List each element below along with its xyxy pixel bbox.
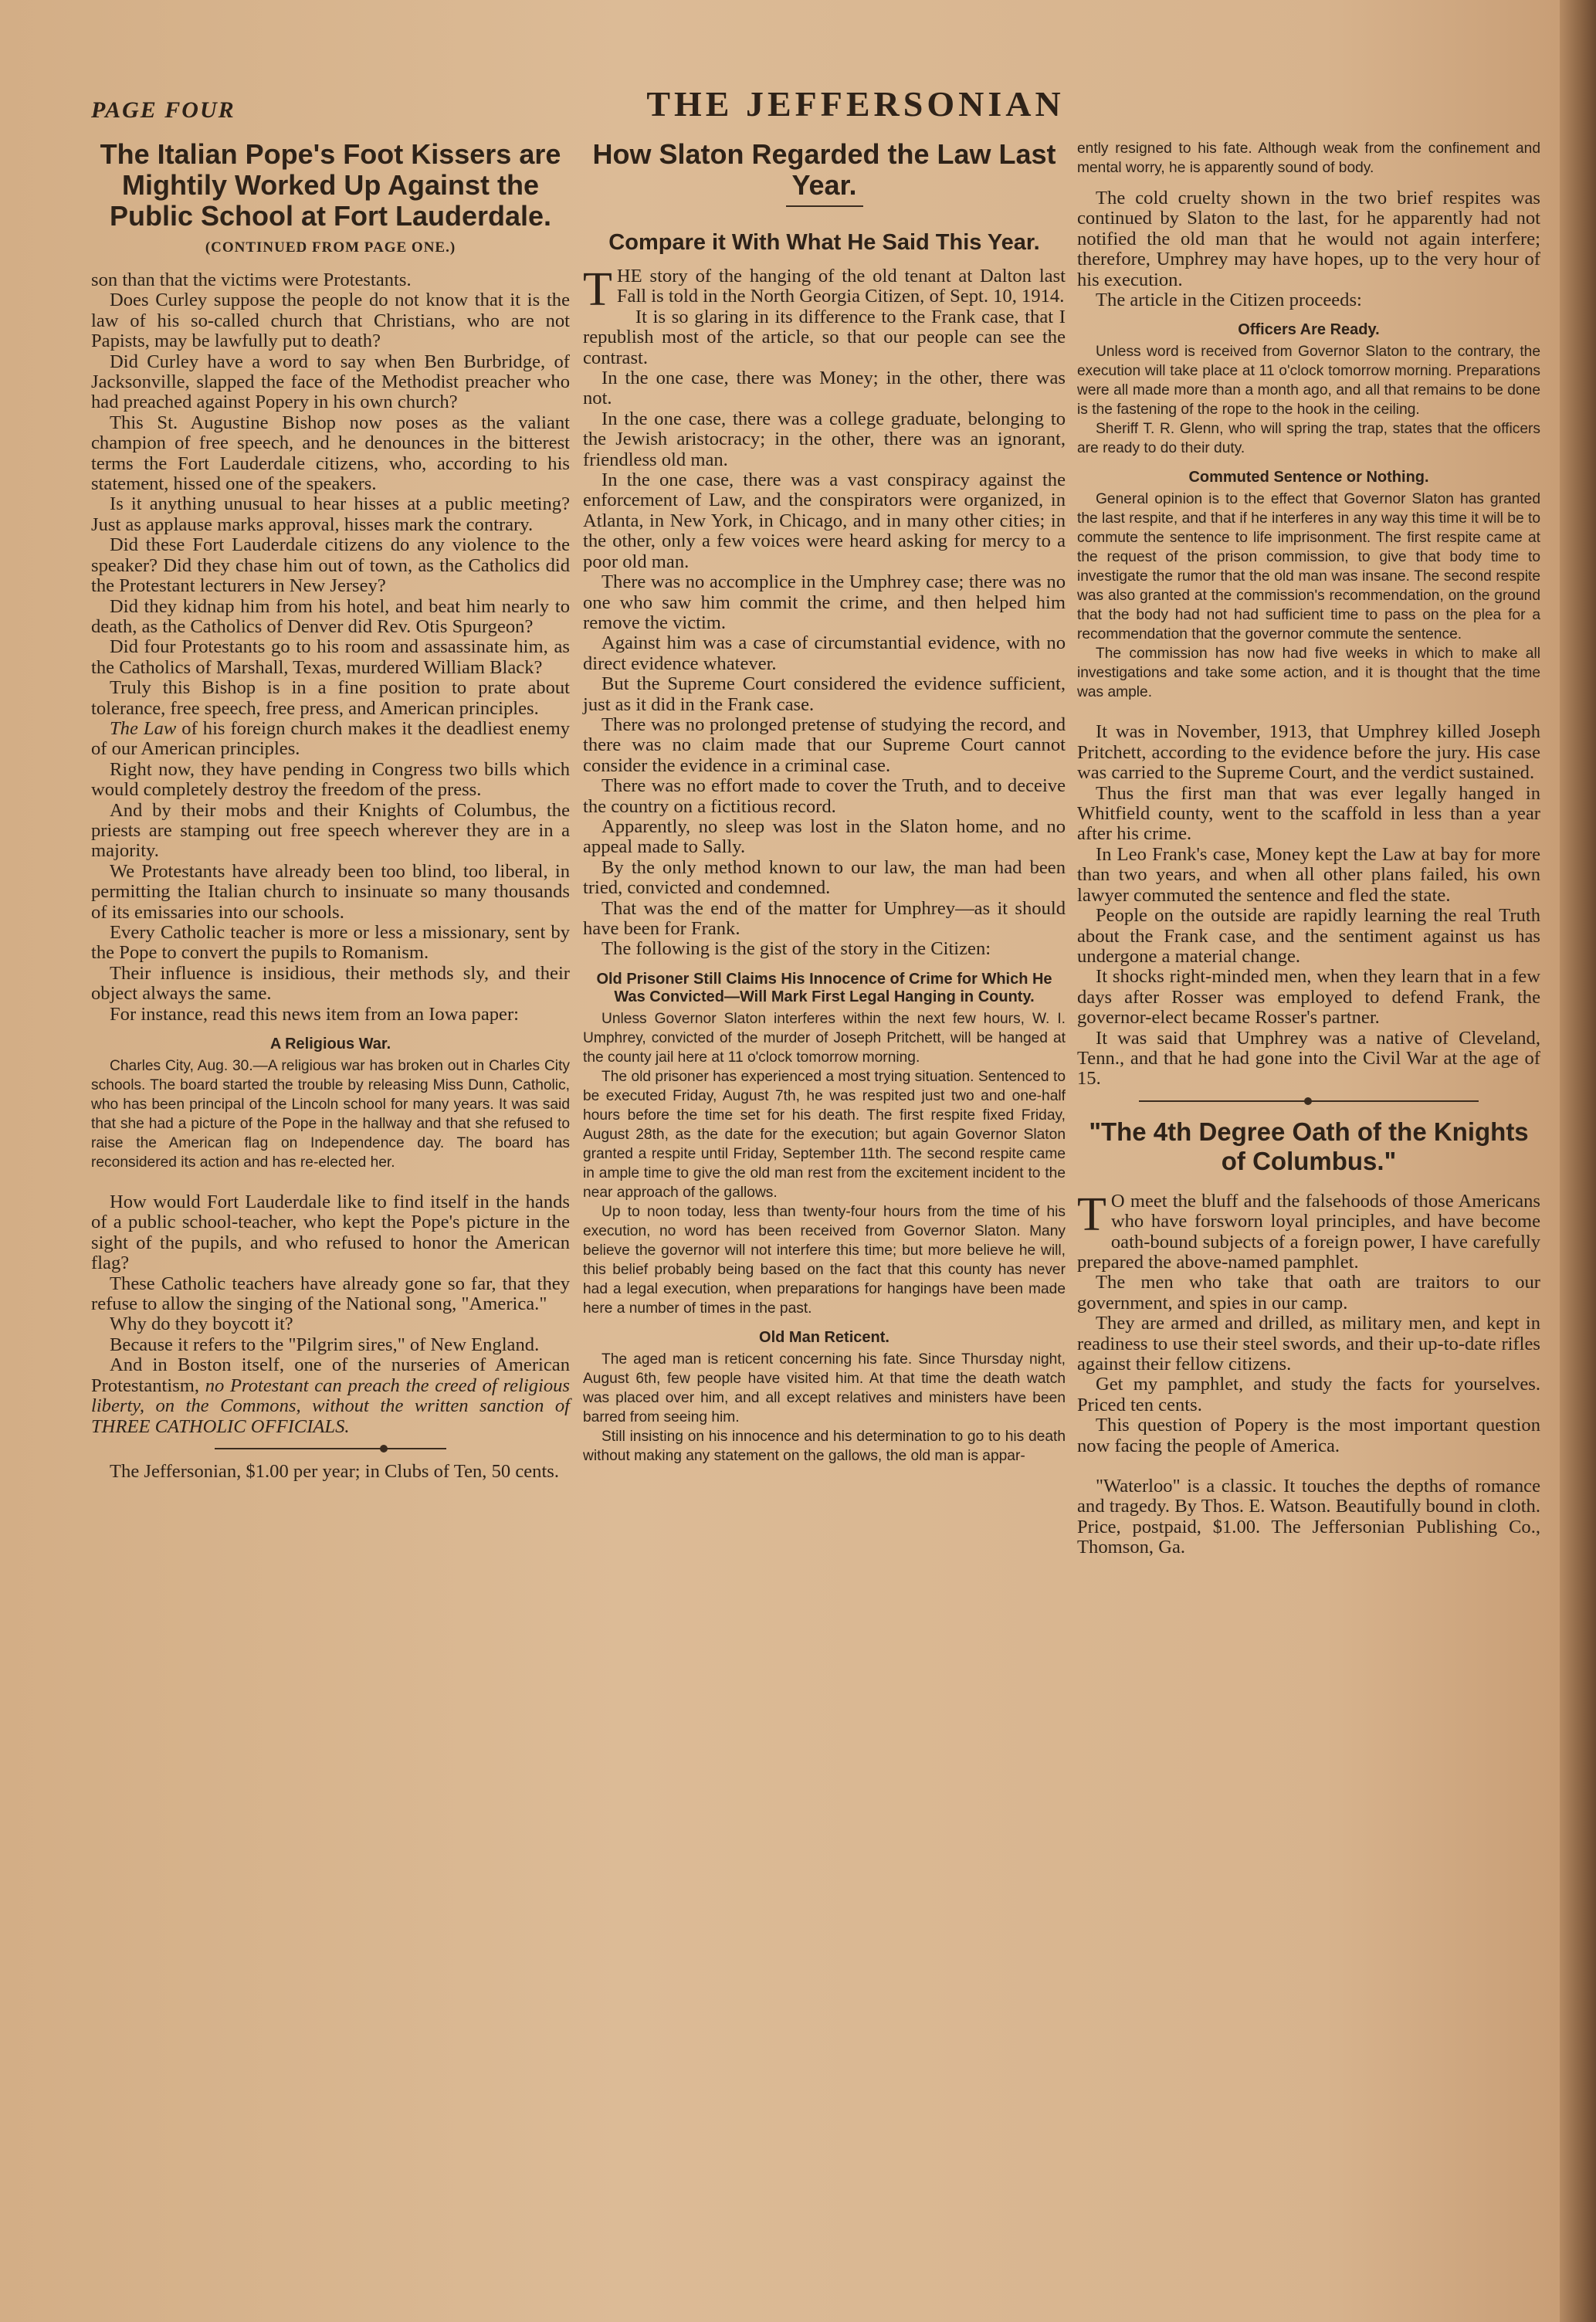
paragraph: Is it anything unusual to hear hisses at a public meeting? Just as applause marks approval, hisses mark the contrary. (91, 493, 570, 535)
paragraph: It was said that Umphrey was a native of Cleveland, Tenn., and that he had gone into the Civil War at the age of 15. (1077, 1027, 1540, 1090)
drop-cap: T (583, 263, 612, 316)
paragraph: Does Curley suppose the people do not know that it is the law of his so-called church that Christians, who are not Papists, may be lawfully put to death? (91, 290, 570, 352)
paragraph: The cold cruelty shown in the two brief respites was continued by Slaton to the last, for he apparently had not notified the old man that he would not again interfere; therefore, Umphrey may have hopes, up to the very hour of his execution. (1077, 188, 1540, 290)
paragraph: In the one case, there was Money; in the other, there was not. (583, 368, 1066, 409)
paragraph: "Waterloo" is a classic. It touches the depths of romance and tragedy. By Thos. E. Watson. Beautifully bound in cloth. Price, postpaid, $1.00. The Jeffersonian Publishing Co., Thomson, Ga. (1077, 1476, 1540, 1558)
article-body-continued (91, 1192, 570, 1482)
paragraph: In the one case, there was a college graduate, belonging to the Jewish aristocracy; in the other, there was an ignorant, friendless old man. (583, 408, 1066, 470)
paragraph: There was no prolonged pretense of studying the record, and there was no claim made that our Supreme Court cannot consider the evidence in a criminal case. (583, 714, 1066, 776)
news-item-text: The commission has now had five weeks in which to make all investigations and take some action, and it is thought that the time was ample. (1077, 646, 1540, 701)
paragraph: This St. Augustine Bishop now poses as the valiant champion of free speech, and he denounces in the bitterest terms the Fort Lauderdale citizens, who, according to his statement, hissed one of the speakers. (91, 412, 570, 495)
divider (786, 205, 863, 207)
paragraph: Did four Protestants go to his room and assassinate him, as the Catholics of Marshall, Texas, murdered William Black? (91, 636, 570, 678)
paragraph: In the one case, there was a vast conspiracy against the enforcement of Law, and the conspirators were organized, in Atlanta, in New York, in Chicago, and in many other cities; in the other, only a few voices were heard asking for mercy to a poor old man. (583, 469, 1066, 572)
quoted-news-item (583, 971, 1066, 1466)
news-item-text: Up to noon today, less than twenty-four hours from the time of his execution, no word has been received from Governor Slaton. Many believe the governor will not interfere this time; but more believe he will, this belief probably being based on the fact that this county has never had a legal execution, when preparations for hangings have been made here a number of times in the past. (583, 1203, 1066, 1317)
column-2 (583, 139, 1066, 1466)
paragraph: There was no effort made to cover the Truth, and to deceive the country on a fictitious record. (583, 775, 1066, 817)
quoted-news-item (1077, 321, 1540, 702)
news-item-text: Charles City, Aug. 30.—A religious war has broken out in Charles City schools. The board started the trouble by releasing Miss Dunn, Catholic, who has been principal of the Lincoln school for many years. It was said that she had a picture of the Pope in the hallway and that she refused to raise the American flag on Independence day. The board has reconsidered its action and has re-elected her. (91, 1058, 570, 1171)
paragraph: People on the outside are rapidly learning the real Truth about the Frank case, and the sentiment against us has undergone a material change. (1077, 905, 1540, 967)
subscription-note: The Jeffersonian, $1.00 per year; in Clubs of Ten, 50 cents. (110, 1460, 560, 1482)
paragraph: This question of Popery is the most important question now facing the people of America. (1077, 1415, 1540, 1456)
paragraph: Did they kidnap him from his hotel, and beat him nearly to death, as the Catholics of Denver did Rev. Otis Spurgeon? (91, 595, 570, 637)
divider (215, 1448, 446, 1449)
paragraph: Their influence is insidious, their methods sly, and their object always the same. (91, 962, 570, 1005)
paragraph: Every Catholic teacher is more or less a missionary, sent by the Pope to convert the pupils to Romanism. (91, 922, 570, 964)
quoted-news-item (91, 1036, 570, 1172)
page-header (91, 83, 1543, 130)
paragraph: Truly this Bishop is in a fine position to prate about tolerance, free speech, free press, and American principles. (91, 677, 570, 719)
news-item-text: Unless word is received from Governor Slaton to the contrary, the execution will take place at 11 o'clock tomorrow morning. Preparations were all made more than a month ago, and all that remains to be done is the fastening of the rope to the hook in the ceiling. (1077, 344, 1540, 419)
column-1 (91, 139, 570, 1482)
paragraph: There was no accomplice in the Umphrey case; there was no one who saw him commit the crime, and then helped him remove the victim. (583, 571, 1066, 633)
paragraph: Against him was a case of circumstantial evidence, with no direct evidence whatever. (583, 632, 1066, 674)
paragraph: The men who take that oath are traitors to our government, and spies in our camp. (1077, 1272, 1540, 1314)
paragraph: The article in the Citizen proceeds: (1096, 290, 1362, 311)
paragraph: How would Fort Lauderdale like to find itself in the hands of a public school-teacher, who kept the Pope's picture in the sight of the pupils, and who refused to honor the American flag? (91, 1192, 570, 1274)
paragraph: By the only method known to our law, the man had been tried, convicted and condemned. (583, 856, 1066, 899)
paragraph: We Protestants have already been too blind, too liberal, in permitting the Italian church to insinuate so many thousands of its emissaries into our schools. (91, 860, 570, 923)
article-headline: How Slaton Regarded the Law Last Year. (592, 138, 1056, 201)
paragraph: That was the end of the matter for Umphrey—as it should have been for Frank. (583, 897, 1066, 939)
news-item-text: General opinion is to the effect that Governor Slaton has granted the last respite, and that if he interferes in any way this time it will be to commute the sentence to life imprisonment. The first respite came at the request of the prison commission, to give that body time to investigate the rumor that the old man was insane. The second respite was also granted at the commission's recommendation, on the ground that the body had not had sufficient time to pass on the plea for a recommendation that the governor commute the sentence. (1077, 491, 1540, 643)
paragraph: It shocks right-minded men, when they learn that in a few days after Rosser was employed to defend Frank, the governor-elect became Rosser's partner. (1077, 966, 1540, 1029)
italic-phrase: no Protestant can preach the creed of religious liberty, on the Commons, without the written sanction of THREE CATHOLIC OFFICIALS. (91, 1375, 570, 1437)
page-edge-shadow (1560, 0, 1596, 2322)
paragraph: Get my pamphlet, and study the facts for yourselves. Priced ten cents. (1077, 1374, 1540, 1415)
paragraph-text: of his foreign church makes it the deadliest enemy of our American principles. (91, 717, 570, 760)
paragraph: Right now, they have pending in Congress two bills which would completely destroy the freedom of the press. (91, 758, 570, 801)
article-body (583, 263, 1066, 960)
paragraph-text: And in Boston itself, one of the nurseries of American Protestantism, (91, 1354, 570, 1396)
article-body-continued (1077, 722, 1540, 1089)
news-item-heading: Commuted Sentence or Nothing. (1188, 469, 1429, 486)
paragraph (91, 719, 570, 760)
paragraph-text: O meet the bluff and the falsehoods of those Americans who have forsworn loyal principles, and have become oath-bound subjects of a foreign power, I have carefully prepared the above-named pamphlet. (1077, 1190, 1540, 1273)
paragraph: These Catholic teachers have already gone so far, that they refuse to allow the singing of the National song, "America." (91, 1273, 570, 1315)
paragraph: In Leo Frank's case, Money kept the Law at bay for more than two years, and when all other plans failed, his own lawyer commuted the sentence and fled the state. (1077, 843, 1540, 906)
article-headline: The Italian Pope's Foot Kissers are Mightily Worked Up Against the Public School at Fort Lauderdale. (100, 138, 561, 232)
paragraph: son than that the victims were Protestants. (91, 269, 412, 290)
paragraph: But the Supreme Court considered the evidence sufficient, just as it did in the Frank case. (583, 673, 1066, 715)
paragraph: For instance, read this news item from an Iowa paper: (110, 1003, 519, 1025)
continued-note: (CONTINUED FROM PAGE ONE.) (205, 239, 456, 256)
paragraph: And by their mobs and their Knights of Columbus, the priests are stamping out free speech wherever they are in a majority. (91, 799, 570, 862)
paragraph (1077, 1188, 1540, 1273)
paragraph: Thus the first man that was ever legally hanged in Whitfield county, went to the scaffold in less than a year after his crime. (1077, 782, 1540, 845)
news-item-heading: Old Prisoner Still Claims His Innocence of Crime for Which He Was Convicted—Will Mark First Legal Hanging in County. (596, 970, 1052, 1005)
paragraph: It is so glaring in its difference to the Frank case, that I republish most of the article, so that our people can see the contrast. (583, 306, 1066, 368)
paragraph: It was in November, 1913, that Umphrey killed Joseph Pritchett, according to the evidence before the jury. His case was carried to the Supreme Court, and the verdict sustained. (1077, 721, 1540, 784)
masthead-title: THE JEFFERSONIAN (646, 84, 1065, 124)
news-item-text: Sheriff T. R. Glenn, who will spring the trap, states that the officers are ready to do their duty. (1077, 421, 1540, 457)
paragraph (583, 263, 1066, 316)
paragraph: Because it refers to the "Pilgrim sires," of New England. (110, 1334, 540, 1355)
italic-phrase: The Law (110, 717, 177, 739)
article-body (1077, 188, 1540, 310)
paragraph: Why do they boycott it? (110, 1314, 293, 1335)
paragraph: Apparently, no sleep was lost in the Slaton home, and no appeal made to Sally. (583, 815, 1066, 858)
news-item-text: The old prisoner has experienced a most trying situation. Sentenced to be executed Friday, August 7th, he was respited just two and one-half hours before the time set for his death. The first respite fixed Friday, August 28th, as the date for the execution; but again Governor Slaton granted a respite until Friday, September 11th. The second respite came in ample time to give the old man rest from the excitement incident to the near approach of the gallows. (583, 1068, 1066, 1201)
page-number: PAGE FOUR (91, 97, 236, 123)
news-item-heading: Officers Are Ready. (1238, 321, 1380, 339)
paragraph-text: HE story of the hanging of the old tenant at Dalton last Fall is told in the North Georgia Citizen, of Sept. 10, 1914. (616, 266, 1066, 307)
news-item-text: Unless Governor Slaton interferes within the next few hours, W. I. Umphrey, convicted of the murder of Joseph Pritchett, will be hanged at the county jail here at 11 o'clock tomorrow morning. (583, 1010, 1066, 1066)
drop-cap: T (1077, 1188, 1106, 1241)
news-item-text: Still insisting on his innocence and his determination to go to his death without making any statement on the gallows, the old man is appar- (583, 1428, 1066, 1464)
news-item-text: The aged man is reticent concerning his fate. Since Thursday night, August 6th, few people have visited him. At that time the death watch was placed over him, and all except relatives and ministers have been barred from seeing him. (583, 1351, 1066, 1425)
paragraph (91, 1355, 570, 1437)
news-item-heading: A Religious War. (269, 1036, 391, 1053)
advertisement-body (1077, 1188, 1540, 1558)
news-item-heading: Old Man Reticent. (759, 1328, 889, 1346)
quoted-news-continued (1077, 139, 1540, 178)
ad-headline: "The 4th Degree Oath of the Knights of Columbus." (1089, 1117, 1529, 1175)
column-3 (1077, 139, 1540, 1558)
paragraph: They are armed and drilled, as military men, and kept in readiness to use their steel swords, and their up-to-date rifles against their fellow citizens. (1077, 1313, 1540, 1375)
paragraph: The following is the gist of the story in the Citizen: (601, 938, 991, 960)
paragraph: Did Curley have a word to say when Ben Burbridge, of Jacksonville, slapped the face of the Methodist preacher who had preached against Popery in his own church? (91, 351, 570, 413)
paragraph: Did these Fort Lauderdale citizens do any violence to the speaker? Did they chase him out of town, as the Catholics did the Protestant lecturers in New Jersey? (91, 534, 570, 597)
news-item-text: ently resigned to his fate. Although weak from the confinement and mental worry, he is apparently sound of body. (1077, 141, 1540, 176)
article-body (91, 270, 570, 1025)
divider (1139, 1100, 1479, 1102)
article-subheadline: Compare it With What He Said This Year. (608, 230, 1040, 255)
